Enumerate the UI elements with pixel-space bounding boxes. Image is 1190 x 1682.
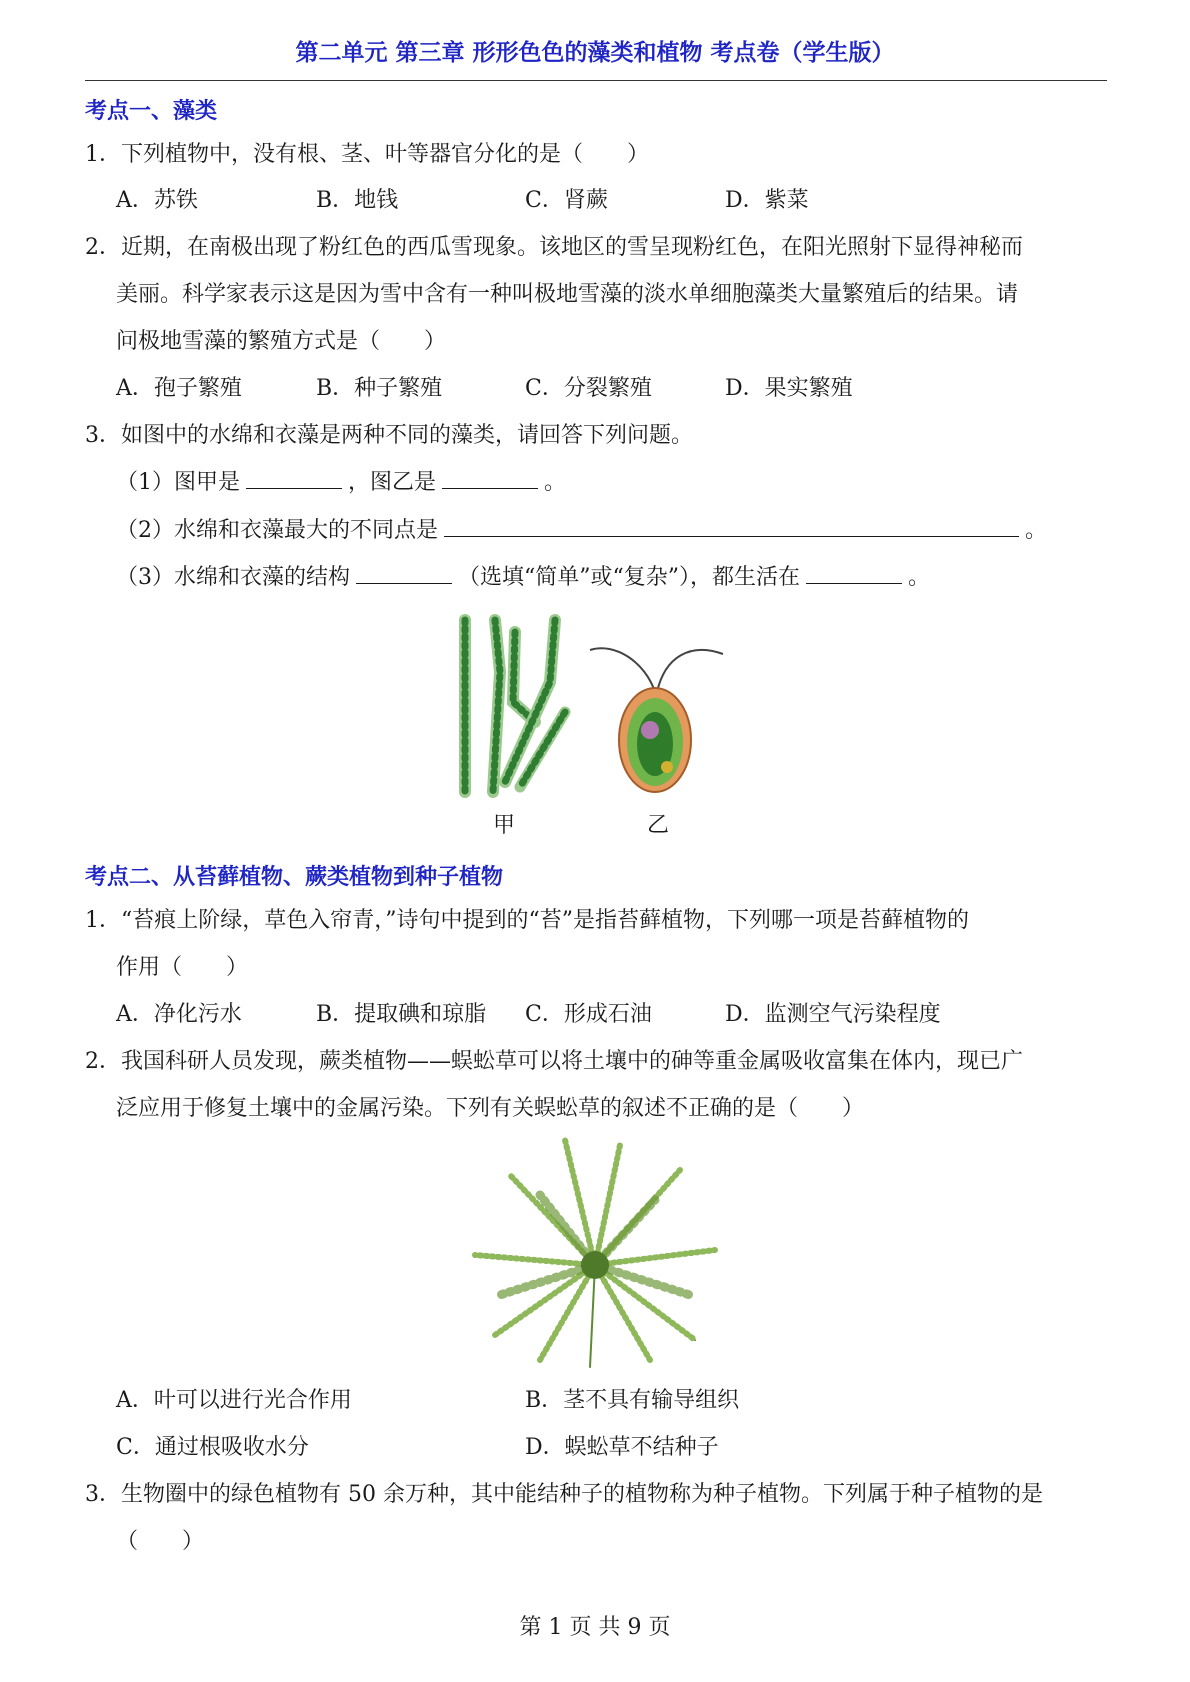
answer-blank[interactable]	[444, 516, 1019, 537]
chlamydomonas-illustration	[590, 648, 723, 792]
question-1-3	[85, 421, 693, 451]
answer-blank[interactable]	[442, 468, 538, 489]
section-heading-algae: 考点一、藻类	[85, 99, 218, 124]
question-number: 3．	[85, 423, 121, 448]
fern-illustration	[475, 1140, 715, 1367]
option-c: C．分裂繁殖	[525, 376, 652, 401]
question-stem-line1: “苔痕上阶绿，草色入帘青，”诗句中提到的“苔”是指苔藓植物，下列哪一项是苔藓植物的	[121, 908, 969, 933]
option-b: B．茎不具有输导组织	[525, 1388, 740, 1413]
spirogyra-illustration	[465, 620, 565, 792]
question-stem-line3: 问极地雪藻的繁殖方式是（ ）	[116, 329, 447, 354]
option-d: D．蜈蚣草不结种子	[525, 1435, 719, 1460]
option-a: A．孢子繁殖	[116, 376, 242, 401]
question-number: 1．	[85, 908, 121, 933]
page-footer: 第 1 页 共 9 页	[519, 1615, 671, 1640]
option-a: A．净化污水	[116, 1002, 242, 1027]
option-c: C．形成石油	[525, 1002, 652, 1027]
option-b: B．提取碘和琼脂	[316, 1002, 487, 1027]
question-stem-line1: 近期，在南极出现了粉红色的西瓜雪现象。该地区的雪呈现粉红色，在阳光照射下显得神秘而	[121, 235, 1024, 260]
algae-figure	[445, 612, 745, 802]
question-number: 3．	[85, 1482, 121, 1507]
question-2-2	[85, 1047, 1023, 1077]
option-b: B．种子繁殖	[316, 376, 443, 401]
sub-question-1: （1）图甲是 ，图乙是 。	[116, 470, 567, 495]
question-stem-line1: 生物圈中的绿色植物有 50 余万种，其中能结种子的植物称为种子植物。下列属于种子植物的是	[121, 1482, 1043, 1507]
option-d: D．果实繁殖	[725, 376, 853, 401]
answer-blank[interactable]	[356, 563, 452, 584]
question-number: 2．	[85, 1049, 121, 1074]
section-heading-plants: 考点二、从苔藓植物、蕨类植物到种子植物	[85, 865, 504, 890]
option-c: C．肾蕨	[525, 188, 608, 213]
question-stem-line2: 美丽。科学家表示这是因为雪中含有一种叫极地雪藻的淡水单细胞藻类大量繁殖后的结果。请	[116, 282, 1019, 307]
header-divider	[85, 80, 1107, 81]
option-d: D．监测空气污染程度	[725, 1002, 941, 1027]
question-number: 2．	[85, 235, 121, 260]
option-b: B．地钱	[316, 188, 399, 213]
question-stem-line2: 泛应用于修复土壤中的金属污染。下列有关蜈蚣草的叙述不正确的是（ ）	[116, 1096, 865, 1121]
question-2-3	[85, 1480, 1043, 1510]
option-a: A．叶可以进行光合作用	[116, 1388, 352, 1413]
question-stem-line2: （ ）	[116, 1529, 205, 1554]
question-1-2	[85, 233, 1023, 263]
answer-blank[interactable]	[246, 468, 342, 489]
question-number: 1．	[85, 142, 121, 167]
question-2-1	[85, 906, 969, 936]
answer-blank[interactable]	[806, 563, 902, 584]
question-stem: 如图中的水绵和衣藻是两种不同的藻类，请回答下列问题。	[121, 423, 694, 448]
figure-label-jia: 甲	[493, 813, 516, 838]
question-stem: 下列植物中，没有根、茎、叶等器官分化的是（ ）	[121, 142, 650, 167]
question-stem-line2: 作用（ ）	[116, 955, 249, 980]
option-d: D．紫菜	[725, 188, 809, 213]
question-1-1	[85, 140, 649, 170]
option-c: C．通过根吸收水分	[116, 1435, 309, 1460]
question-stem-line1: 我国科研人员发现，蕨类植物——蜈蚣草可以将土壤中的砷等重金属吸收富集在体内，现已广	[121, 1049, 1024, 1074]
page-title: 第二单元 第三章 形形色色的藻类和植物 考点卷（学生版）	[295, 40, 895, 66]
fern-figure	[470, 1135, 720, 1370]
sub-question-3: （3）水绵和衣藻的结构 （选填“简单”或“复杂”），都生活在 。	[116, 565, 931, 590]
option-a: A．苏铁	[116, 188, 198, 213]
figure-label-yi: 乙	[647, 813, 670, 838]
sub-question-2: （2）水绵和衣藻最大的不同点是 。	[116, 518, 1048, 543]
